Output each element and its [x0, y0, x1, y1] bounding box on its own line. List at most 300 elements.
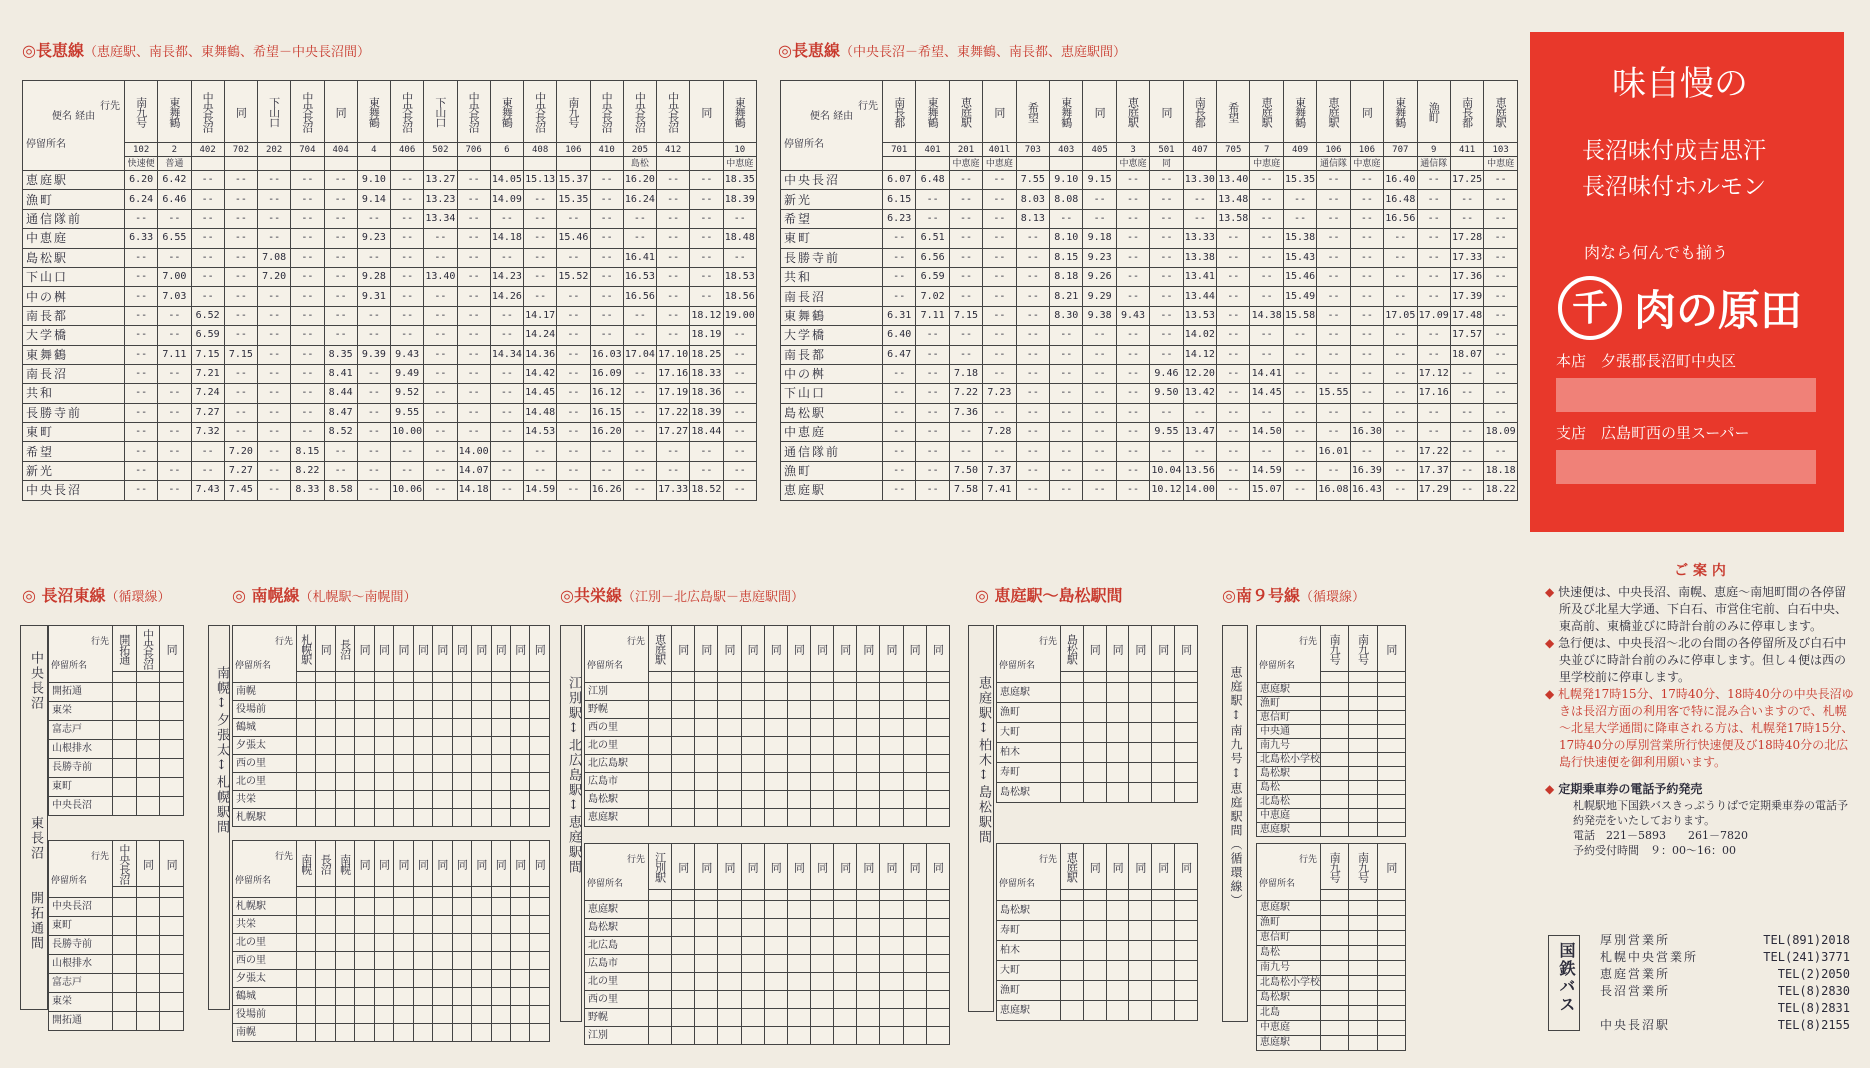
time-cell: 18.19 [690, 326, 723, 345]
time-cell: -- [1217, 461, 1250, 480]
time-cell [1083, 921, 1106, 941]
time-cell [764, 937, 787, 955]
time-cell [374, 773, 393, 791]
time-cell: -- [1016, 267, 1049, 286]
time-cell: -- [690, 461, 723, 480]
column-header: 同 [903, 626, 926, 672]
stop-name: 島松 [1257, 781, 1321, 795]
time-cell [1321, 823, 1349, 837]
time-cell [1321, 809, 1349, 823]
time-cell [297, 773, 316, 791]
trip-number: 2 [158, 143, 191, 157]
time-cell [1129, 743, 1152, 763]
time-cell: -- [324, 442, 357, 461]
time-cell: 14.17 [524, 306, 557, 325]
table-row [997, 743, 1198, 763]
time-cell [695, 791, 718, 809]
time-cell [834, 701, 857, 719]
time-cell: -- [457, 248, 490, 267]
time-cell [510, 701, 529, 719]
stop-name: 中恵庭 [1257, 809, 1321, 823]
time-cell: 6.33 [125, 229, 158, 248]
time-cell: -- [1484, 248, 1518, 267]
table-row [49, 955, 184, 974]
office-tel: TEL(8)2830 [1777, 984, 1850, 998]
stop-name: 大学橋 [781, 326, 883, 345]
stop-name: 東町 [781, 229, 883, 248]
time-cell: 7.45 [224, 481, 257, 500]
time-cell [113, 759, 137, 778]
time-cell: 14.05 [490, 171, 523, 190]
time-cell [510, 988, 529, 1006]
table-row [23, 461, 757, 480]
time-cell: 6.56 [916, 248, 949, 267]
table-row [997, 981, 1198, 1001]
time-cell [1321, 916, 1349, 931]
time-cell [394, 970, 413, 988]
time-cell [160, 740, 184, 759]
time-cell [316, 1024, 335, 1042]
time-cell [355, 791, 374, 809]
table-row [49, 1012, 184, 1031]
corner-cell: 行先 停留所名 [49, 626, 113, 683]
time-cell [491, 934, 510, 952]
time-cell [136, 993, 160, 1012]
time-cell: -- [1116, 364, 1149, 383]
time-cell [355, 773, 374, 791]
time-cell: 14.23 [490, 267, 523, 286]
time-cell [1349, 991, 1377, 1006]
time-cell: -- [391, 190, 424, 209]
column-header: 南九号 [557, 81, 590, 143]
column-header: 同 [413, 841, 432, 887]
stop-name: 島松駅 [585, 919, 649, 937]
time-cell [695, 683, 718, 701]
time-cell [335, 719, 354, 737]
time-cell: 10.00 [391, 423, 424, 442]
time-cell [649, 809, 672, 827]
time-cell [810, 737, 833, 755]
time-cell: 15.46 [1283, 267, 1316, 286]
time-cell: -- [1484, 209, 1518, 228]
time-cell [649, 919, 672, 937]
column-header: 中央長沼 [191, 81, 224, 143]
time-cell: -- [883, 287, 916, 306]
time-cell: 7.20 [258, 267, 291, 286]
time-cell: -- [949, 190, 982, 209]
stop-name: 東町 [49, 778, 113, 797]
time-cell: 8.21 [1050, 287, 1083, 306]
time-cell: 13.48 [1217, 190, 1250, 209]
time-cell [1349, 946, 1377, 961]
time-cell: 13.40 [424, 267, 457, 286]
time-cell [491, 1006, 510, 1024]
time-cell [1106, 763, 1129, 783]
time-cell [160, 759, 184, 778]
column-header: 同 [672, 626, 695, 672]
time-cell [530, 773, 550, 791]
time-cell: 15.43 [1283, 248, 1316, 267]
time-cell: -- [424, 403, 457, 422]
time-cell [1129, 763, 1152, 783]
table-nagunuma-east-down [48, 840, 184, 1031]
trip-number [1321, 890, 1349, 901]
time-cell: -- [158, 364, 191, 383]
trip-number [316, 672, 335, 683]
time-cell [1321, 795, 1349, 809]
trip-number [764, 890, 787, 901]
column-header: 同 [857, 626, 880, 672]
time-cell [926, 919, 949, 937]
time-cell: 9.52 [391, 384, 424, 403]
stop-name: 中恵庭 [23, 229, 125, 248]
time-cell: -- [258, 423, 291, 442]
top-right-title: ◎長恵線（中央長沼－希望、東舞鶴、南長都、恵庭駅間） [778, 41, 1126, 60]
time-cell: -- [224, 403, 257, 422]
time-cell [374, 952, 393, 970]
time-cell [413, 970, 432, 988]
time-cell: -- [1050, 442, 1083, 461]
time-cell: -- [1450, 442, 1483, 461]
time-cell [413, 755, 432, 773]
trip-number: 705 [1217, 143, 1250, 157]
time-cell [335, 755, 354, 773]
time-cell: 13.58 [1217, 209, 1250, 228]
time-cell [530, 809, 550, 827]
time-cell [1106, 901, 1129, 921]
table-row [1257, 767, 1406, 781]
time-cell: -- [1484, 229, 1518, 248]
time-cell: -- [1283, 384, 1316, 403]
time-cell: -- [1217, 229, 1250, 248]
time-cell: -- [1484, 287, 1518, 306]
time-cell: -- [125, 423, 158, 442]
stop-name: 江別 [585, 683, 649, 701]
table-row [49, 898, 184, 917]
office-tel: TEL(8)2155 [1777, 1018, 1850, 1032]
time-cell [413, 952, 432, 970]
time-cell [491, 952, 510, 970]
time-cell: -- [424, 384, 457, 403]
time-cell: 14.34 [490, 345, 523, 364]
trip-number: 106 [1317, 143, 1350, 157]
time-cell: -- [590, 287, 623, 306]
time-cell: -- [424, 229, 457, 248]
column-header: 恵庭駅 [1116, 81, 1149, 143]
time-cell: -- [357, 209, 390, 228]
time-cell [113, 721, 137, 740]
table-row [781, 248, 1518, 267]
time-cell: 7.50 [949, 461, 982, 480]
column-header: 同 [764, 626, 787, 672]
time-cell [510, 755, 529, 773]
time-cell [335, 737, 354, 755]
time-cell [695, 701, 718, 719]
time-cell [903, 991, 926, 1009]
time-cell [297, 1024, 316, 1042]
column-header: 南九号 [1349, 844, 1377, 890]
time-cell: 7.43 [191, 481, 224, 500]
table-row [49, 917, 184, 936]
time-cell: -- [1083, 209, 1116, 228]
time-cell: -- [258, 209, 291, 228]
time-cell: -- [949, 248, 982, 267]
time-cell [1321, 739, 1349, 753]
column-header: 同 [355, 841, 374, 887]
time-cell: -- [1317, 403, 1350, 422]
time-cell [741, 919, 764, 937]
trip-number [113, 672, 137, 683]
stop-name: 東町 [23, 423, 125, 442]
table-row [49, 740, 184, 759]
time-cell [297, 719, 316, 737]
time-cell: -- [1283, 364, 1316, 383]
time-cell [394, 1024, 413, 1042]
time-cell [136, 898, 160, 917]
time-cell [452, 737, 471, 755]
trip-number [880, 890, 903, 901]
time-cell: -- [125, 403, 158, 422]
time-cell [1061, 683, 1084, 703]
time-cell [394, 719, 413, 737]
time-cell [316, 934, 335, 952]
table-row [49, 797, 184, 816]
side-label-nampo: 南幌↕夕張太↕札幌駅間 [214, 666, 229, 835]
time-cell [374, 683, 393, 701]
time-cell: -- [1450, 423, 1483, 442]
time-cell: 14.18 [457, 481, 490, 500]
time-cell: -- [424, 423, 457, 442]
time-cell: -- [490, 461, 523, 480]
time-cell [718, 809, 741, 827]
time-cell: -- [723, 364, 757, 383]
table-row [233, 988, 550, 1006]
time-cell: 8.44 [324, 384, 357, 403]
column-header: 同 [1106, 844, 1129, 890]
time-cell: -- [457, 345, 490, 364]
time-cell [1377, 809, 1405, 823]
time-cell [764, 719, 787, 737]
time-cell [374, 970, 393, 988]
time-cell: -- [983, 171, 1016, 190]
time-cell: -- [424, 345, 457, 364]
time-cell: 18.12 [690, 306, 723, 325]
time-cell [649, 991, 672, 1009]
table-row [233, 952, 550, 970]
time-cell: -- [224, 384, 257, 403]
time-cell [1106, 703, 1129, 723]
stop-name: 北広島 [585, 937, 649, 955]
time-cell [764, 737, 787, 755]
time-cell: 17.33 [1450, 248, 1483, 267]
time-cell: -- [623, 423, 656, 442]
table-row [23, 364, 757, 383]
time-cell [1175, 941, 1198, 961]
time-cell: -- [1317, 326, 1350, 345]
column-header: 同 [452, 841, 471, 887]
time-cell: -- [1116, 423, 1149, 442]
time-cell [903, 919, 926, 937]
route-note [524, 157, 557, 171]
time-cell: 14.53 [524, 423, 557, 442]
time-cell: -- [883, 461, 916, 480]
trip-number [880, 672, 903, 683]
column-header: 東舞鶴 [1050, 81, 1083, 143]
column-header: 南九号 [125, 81, 158, 143]
time-cell: -- [690, 287, 723, 306]
time-cell: -- [1150, 229, 1183, 248]
time-cell [695, 809, 718, 827]
stop-name: 大町 [997, 723, 1061, 743]
time-cell: -- [1283, 442, 1316, 461]
table-row [23, 209, 757, 228]
column-header: 南幌 [335, 841, 354, 887]
time-cell: 17.10 [657, 345, 690, 364]
time-cell: 18.18 [1484, 461, 1518, 480]
time-cell: -- [1116, 345, 1149, 364]
time-cell: 13.47 [1183, 423, 1216, 442]
stop-name: 札幌駅 [233, 898, 297, 916]
table-row [997, 921, 1198, 941]
stop-name: 北の里 [233, 773, 297, 791]
table-row [1257, 1021, 1406, 1036]
time-cell [394, 683, 413, 701]
trip-number: 202 [258, 143, 291, 157]
table-row [781, 384, 1518, 403]
time-cell [510, 934, 529, 952]
time-cell [433, 898, 452, 916]
stop-name: 東町 [49, 917, 113, 936]
table-row [997, 683, 1198, 703]
time-cell: -- [1217, 267, 1250, 286]
trip-number [741, 890, 764, 901]
time-cell [433, 773, 452, 791]
time-cell [1175, 763, 1198, 783]
time-cell: -- [1183, 403, 1216, 422]
time-cell [1377, 725, 1405, 739]
trip-number [672, 890, 695, 901]
time-cell [1321, 683, 1349, 697]
column-header: 島松駅 [1061, 626, 1084, 672]
time-cell: 8.41 [324, 364, 357, 383]
trip-number [1083, 890, 1106, 901]
time-cell: 9.26 [1083, 267, 1116, 286]
column-header: 希望 [1217, 81, 1250, 143]
time-cell: -- [590, 326, 623, 345]
time-cell: -- [1484, 403, 1518, 422]
time-cell [472, 934, 491, 952]
time-cell [355, 952, 374, 970]
trip-number: 403 [1050, 143, 1083, 157]
trip-number: 702 [224, 143, 257, 157]
time-cell: -- [1150, 209, 1183, 228]
trip-number [433, 672, 452, 683]
time-cell: -- [723, 248, 757, 267]
time-cell: -- [1450, 461, 1483, 480]
trip-number: 704 [291, 143, 324, 157]
time-cell [1129, 901, 1152, 921]
time-cell: -- [1016, 229, 1049, 248]
time-cell [452, 701, 471, 719]
trip-number [1129, 672, 1152, 683]
time-cell [113, 936, 137, 955]
time-cell [491, 809, 510, 827]
table-row [781, 326, 1518, 345]
time-cell [834, 991, 857, 1009]
time-cell: 8.15 [291, 442, 324, 461]
column-header: 同 [1377, 626, 1405, 672]
time-cell: -- [723, 442, 757, 461]
stop-name: 富志戸 [49, 721, 113, 740]
trip-number [297, 672, 316, 683]
stop-name: 役場前 [233, 701, 297, 719]
time-cell [857, 919, 880, 937]
time-cell: 16.26 [590, 481, 623, 500]
trip-number [1175, 890, 1198, 901]
stop-name: 中央通 [1257, 725, 1321, 739]
stop-name: 新光 [781, 190, 883, 209]
trip-number [1061, 890, 1084, 901]
time-cell [1349, 809, 1377, 823]
time-cell: 14.48 [524, 403, 557, 422]
time-cell: 12.20 [1183, 364, 1216, 383]
table-nampo-down [232, 840, 550, 1042]
time-cell [1349, 961, 1377, 976]
table-row [23, 287, 757, 306]
time-cell [764, 683, 787, 701]
time-cell: -- [258, 306, 291, 325]
time-cell: -- [125, 364, 158, 383]
time-cell [530, 1006, 550, 1024]
time-cell [297, 916, 316, 934]
route-note: 中恵庭 [1350, 157, 1383, 171]
trip-number [1377, 672, 1405, 683]
table-row [233, 773, 550, 791]
trip-number [1175, 672, 1198, 683]
stop-name: 長勝寺前 [49, 759, 113, 778]
trip-number [1106, 890, 1129, 901]
time-cell: -- [623, 481, 656, 500]
time-cell: 7.27 [191, 403, 224, 422]
time-cell [1083, 763, 1106, 783]
time-cell: 7.36 [949, 403, 982, 422]
time-cell [1321, 697, 1349, 711]
stop-name: 漁町 [997, 981, 1061, 1001]
time-cell: -- [424, 306, 457, 325]
time-cell [1377, 991, 1405, 1006]
time-cell: 17.37 [1417, 461, 1450, 480]
info-p2: ◆ 急行便は、中央長沼～北の台間の各停留所及び白石中央並びに時計台前のみに停車します。但し４便は西の里学校前に停車します。 [1545, 636, 1847, 684]
stop-name: 中の桝 [781, 364, 883, 383]
corner-cell: 行先 停留所名 [1257, 844, 1321, 901]
time-cell [530, 755, 550, 773]
time-cell [374, 1006, 393, 1024]
column-header: 中央長沼 [391, 81, 424, 143]
table-row [233, 737, 550, 755]
time-cell: -- [291, 229, 324, 248]
stop-name: 西の里 [233, 755, 297, 773]
time-cell [834, 973, 857, 991]
time-cell: -- [1350, 171, 1383, 190]
time-cell [787, 719, 810, 737]
time-cell: -- [125, 461, 158, 480]
time-cell [926, 991, 949, 1009]
time-cell [316, 773, 335, 791]
column-header: 同 [136, 841, 160, 887]
time-cell: -- [357, 384, 390, 403]
time-cell [718, 683, 741, 701]
office-list [1600, 932, 1850, 1034]
